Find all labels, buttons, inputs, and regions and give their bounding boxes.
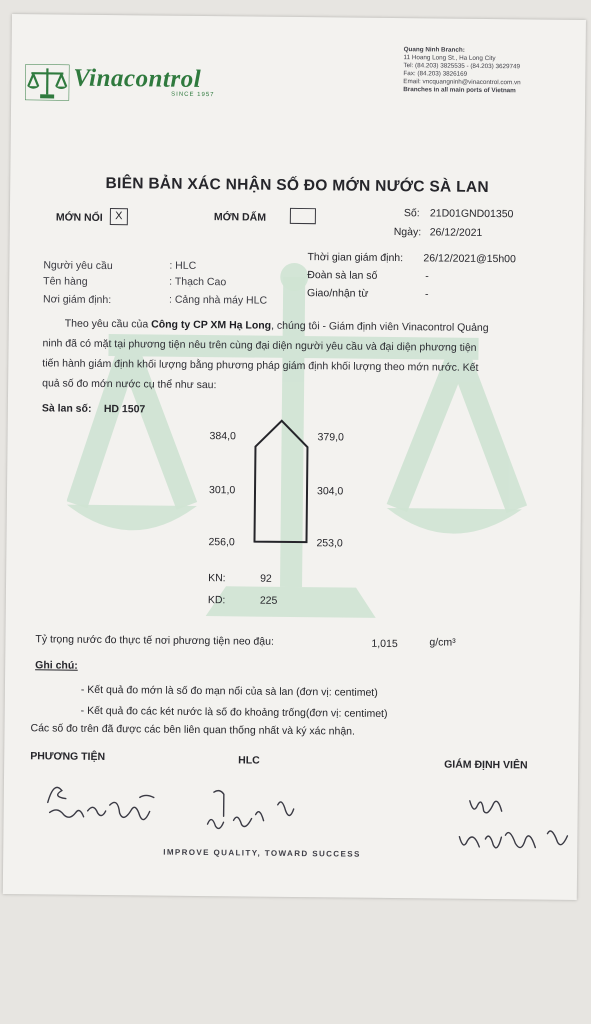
kn-value: 92 bbox=[260, 572, 272, 585]
branch-line: Tel: (84.203) 3825535 - (84.203) 3629749 bbox=[403, 62, 521, 71]
signature-heading-client: HLC bbox=[238, 754, 260, 767]
company-slogan: IMPROVE QUALITY, TOWARD SUCCESS bbox=[163, 847, 361, 859]
deep-draft-checkbox[interactable] bbox=[290, 208, 316, 224]
right-field-value: - bbox=[425, 288, 429, 301]
deep-draft-label: MỚN DẤM bbox=[213, 211, 267, 224]
kd-label: KD: bbox=[207, 594, 226, 607]
right-field-value: 26/12/2021@15h00 bbox=[423, 252, 516, 266]
draft-mid-port: 301,0 bbox=[208, 484, 236, 497]
intro-paragraph bbox=[42, 313, 553, 398]
barge-label: Sà lan số: bbox=[41, 402, 92, 415]
intro-line-4: quả số đo mớn nước cụ thể như sau: bbox=[42, 377, 217, 392]
field-value: : Cảng nhà máy HLC bbox=[168, 293, 268, 307]
barge-number: HD 1507 bbox=[103, 402, 146, 416]
branch-line: Fax: (84.203) 3826169 bbox=[403, 70, 468, 78]
field-label: Nơi giám định: bbox=[42, 293, 112, 307]
right-field-label: Giao/nhận từ bbox=[307, 287, 369, 300]
right-field-value: - bbox=[425, 270, 429, 283]
light-draft-checkbox[interactable]: X bbox=[110, 208, 128, 225]
density-label: Tỷ trọng nước đo thực tế nơi phương tiện neo đậu: bbox=[35, 633, 274, 648]
company-since: SINCE 1957 bbox=[171, 91, 215, 99]
draft-fwd-stbd: 379,0 bbox=[317, 431, 344, 444]
vessel-signature-icon bbox=[39, 772, 170, 837]
kn-label: KN: bbox=[208, 572, 226, 585]
branch-info bbox=[403, 46, 521, 95]
branch-line: Branches in all main ports of Vietnam bbox=[403, 86, 516, 95]
branch-line: 11 Hoang Long St., Ha Long City bbox=[403, 54, 496, 63]
note-item: - Kết quả đo các két nước là số đo khoảng trống(đơn vị: centimet) bbox=[80, 704, 388, 720]
intro-text: , chúng tôi - Giám định viên Vinacontrol Quảng bbox=[271, 319, 489, 335]
density-value: 1,015 bbox=[371, 637, 398, 651]
field-label: Tên hàng bbox=[43, 275, 88, 288]
density-unit: g/cm³ bbox=[429, 636, 456, 649]
signature-heading-surveyor: GIÁM ĐỊNH VIÊN bbox=[444, 758, 528, 772]
field-value: : HLC bbox=[169, 259, 197, 272]
draft-fwd-port: 384,0 bbox=[209, 430, 236, 443]
doc-date-value: 26/12/2021 bbox=[429, 226, 483, 239]
surveyor-signature-icon bbox=[439, 791, 580, 872]
note-item: - Kết quả đo mớn là số đo mạn nổi của sà lan (đơn vị: centimet) bbox=[80, 683, 378, 699]
intro-line-3: tiến hành giám định khối lượng bằng phương pháp giám định khối lượng theo mớn nước. Kết bbox=[42, 357, 479, 374]
doc-number-label: Số: bbox=[403, 207, 420, 220]
field-label: Người yêu cầu bbox=[43, 259, 113, 273]
draft-aft-port: 256,0 bbox=[208, 536, 235, 549]
document-title: BIÊN BẢN XÁC NHẬN SỐ ĐO MỚN NƯỚC SÀ LAN bbox=[105, 174, 490, 197]
notes-agreement: Các số đo trên đã được các bên liên quan thống nhất và ký xác nhận. bbox=[30, 722, 356, 738]
draft-aft-stbd: 253,0 bbox=[316, 537, 343, 550]
right-field-label: Đoàn sà lan số bbox=[307, 269, 378, 282]
doc-date-label: Ngày: bbox=[393, 226, 422, 239]
company-logo-text: Vinacontrol bbox=[73, 64, 202, 93]
document-sheet bbox=[3, 14, 586, 900]
intro-text: Theo yêu cầu của bbox=[64, 317, 152, 331]
vinacontrol-logo-icon bbox=[25, 64, 69, 100]
signature-heading-vessel: PHƯƠNG TIỆN bbox=[30, 750, 106, 764]
barge-outline-diagram bbox=[250, 417, 311, 548]
doc-number-value: 21D01GND01350 bbox=[429, 207, 514, 221]
light-draft-label: MỚN NỔI bbox=[55, 211, 103, 224]
notes-heading: Ghi chú: bbox=[35, 659, 78, 672]
client-signature-icon bbox=[193, 784, 304, 843]
branch-line: Quang Ninh Branch: bbox=[403, 46, 465, 54]
client-company: Công ty CP XM Hạ Long bbox=[151, 318, 272, 332]
right-field-label: Thời gian giám định: bbox=[307, 251, 404, 265]
kd-value: 225 bbox=[259, 594, 278, 607]
branch-line: Email: vncquangninh@vinacontrol.com.vn bbox=[403, 78, 521, 87]
intro-line-2: ninh đã có mặt tại phương tiện nêu trên cùng đại diện người yêu cầu và đại diện phương tiện bbox=[42, 337, 477, 354]
draft-mid-stbd: 304,0 bbox=[316, 485, 344, 498]
field-value: : Thạch Cao bbox=[169, 275, 227, 289]
